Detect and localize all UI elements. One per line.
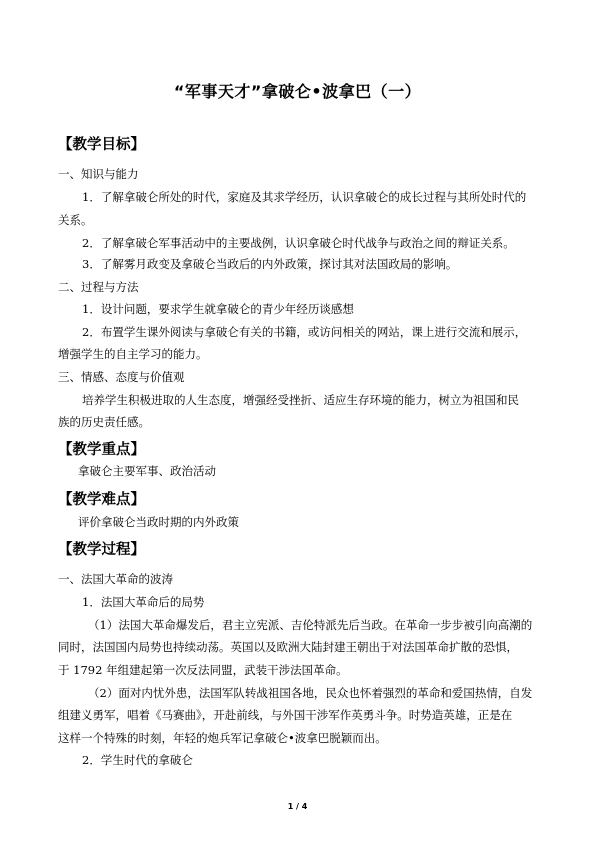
process-paragraph-1-line-1: （1）法国大革命爆发后，君主立宪派、吉伦特派先后当政。在革命一步步被引向高潮的 — [88, 618, 533, 632]
process-part-1-sub-2: 2．学生时代的拿破仑 — [82, 753, 193, 767]
difficulties-text: 评价拿破仑当政时期的内外政策 — [78, 515, 239, 529]
section-heading-goals: 【教学目标】 — [58, 137, 145, 153]
goals-knowledge-heading: 一、知识与能力 — [58, 167, 139, 181]
key-points-text: 拿破仑主要军事、政治活动 — [78, 464, 216, 478]
process-paragraph-1-line-3: 于 1792 年组建起第一次反法同盟，武装干涉法国革命。 — [58, 663, 348, 677]
process-paragraph-2-line-1: （2）面对内忧外患，法国军队转战祖国各地，民众也怀着强烈的革命和爱国热情，自发 — [88, 686, 533, 700]
section-heading-difficulties: 【教学难点】 — [58, 492, 145, 508]
goals-knowledge-item-1-line-1: 1．了解拿破仑所处的时代，家庭及其求学经历，认识拿破仑的成长过程与其所处时代的 — [82, 190, 527, 204]
goals-knowledge-item-2: 2．了解拿破仑军事活动中的主要战例，认识拿破仑时代战争与政治之间的辩证关系。 — [82, 236, 515, 250]
goals-method-heading: 二、过程与方法 — [58, 280, 139, 294]
goals-emotion-line-2: 族的历史责任感。 — [58, 415, 150, 429]
goals-method-item-1: 1．设计问题，要求学生就拿破仑的青少年经历谈感想 — [82, 302, 354, 316]
process-part-1-sub-1: 1．法国大革命后的局势 — [82, 595, 205, 609]
goals-knowledge-item-1-line-2: 关系。 — [58, 213, 93, 227]
goals-method-item-2-line-1: 2．布置学生课外阅读与拿破仑有关的书籍，或访问相关的网站，课上进行交流和展示， — [82, 325, 527, 339]
process-paragraph-2-line-3: 这样一个特殊的时刻，年轻的炮兵军记拿破仑•波拿巴脱颖而出。 — [58, 731, 387, 745]
section-heading-key-points: 【教学重点】 — [58, 442, 145, 458]
process-paragraph-2-line-2: 组建义勇军，唱着《马赛曲》，开赴前线，与外国干涉军作英勇斗争。时势造英雄，正是在 — [58, 708, 513, 722]
goals-emotion-heading: 三、情感、态度与价值观 — [58, 370, 185, 384]
goals-method-item-2-line-2: 增强学生的自主学习的能力。 — [58, 347, 208, 361]
goals-knowledge-item-3: 3．了解雾月政变及拿破仑当政后的内外政策，探讨其对法国政局的影响。 — [82, 257, 458, 271]
process-paragraph-1-line-2: 同时，法国国内局势也持续动荡。英国以及欧洲大陆封建王朝出于对法国革命扩散的恐惧， — [58, 640, 518, 654]
document-title: “军事天才”拿破仑•波拿巴（一） — [173, 82, 422, 101]
goals-emotion-line-1: 培养学生积极进取的人生态度，增强经受挫折、适应生存环境的能力，树立为祖国和民 — [82, 393, 519, 407]
process-part-1-heading: 一、法国大革命的波涛 — [58, 572, 173, 586]
page-number: 1 / 4 — [287, 802, 308, 811]
section-heading-process: 【教学过程】 — [58, 542, 145, 558]
